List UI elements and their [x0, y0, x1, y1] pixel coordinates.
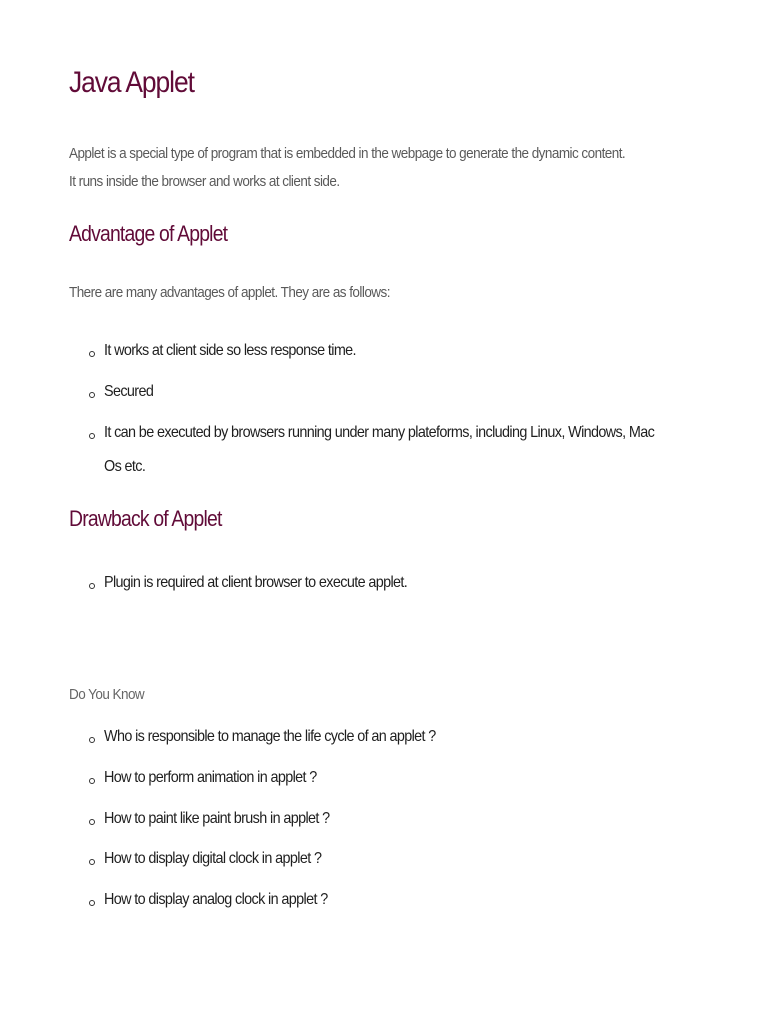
page-title: Java Applet: [69, 66, 194, 99]
circle-bullet-icon: [89, 583, 95, 589]
circle-bullet-icon: [89, 778, 95, 784]
advantage-intro: There are many advantages of applet. They are as follows:: [69, 284, 390, 301]
list-item-text: Plugin is required at client browser to execute applet.: [104, 574, 408, 591]
list-item-text: Os etc.: [104, 458, 146, 475]
list-item-text: Secured: [104, 383, 154, 400]
circle-bullet-icon: [89, 351, 95, 357]
circle-bullet-icon: [89, 859, 95, 865]
intro-line-1: Applet is a special type of program that is embedded in the webpage to generate the dynamic content.: [69, 145, 626, 162]
drawback-heading: Drawback of Applet: [69, 506, 222, 531]
list-item-link[interactable]: How to paint like paint brush in applet ?: [104, 810, 330, 827]
list-item-link[interactable]: How to perform animation in applet ?: [104, 769, 317, 786]
intro-line-2: It runs inside the browser and works at client side.: [69, 173, 340, 190]
circle-bullet-icon: [89, 392, 95, 398]
list-item-link[interactable]: How to display digital clock in applet ?: [104, 850, 322, 867]
do-you-know-heading: Do You Know: [69, 686, 145, 703]
circle-bullet-icon: [89, 737, 95, 743]
circle-bullet-icon: [89, 819, 95, 825]
advantage-heading: Advantage of Applet: [69, 221, 228, 246]
circle-bullet-icon: [89, 433, 95, 439]
list-item-text: It can be executed by browsers running under many plateforms, including Linux, Windows, Mac: [104, 424, 655, 441]
circle-bullet-icon: [89, 900, 95, 906]
list-item-text: It works at client side so less response time.: [104, 342, 356, 359]
list-item-link[interactable]: How to display analog clock in applet ?: [104, 891, 328, 908]
list-item-link[interactable]: Who is responsible to manage the life cycle of an applet ?: [104, 728, 436, 745]
